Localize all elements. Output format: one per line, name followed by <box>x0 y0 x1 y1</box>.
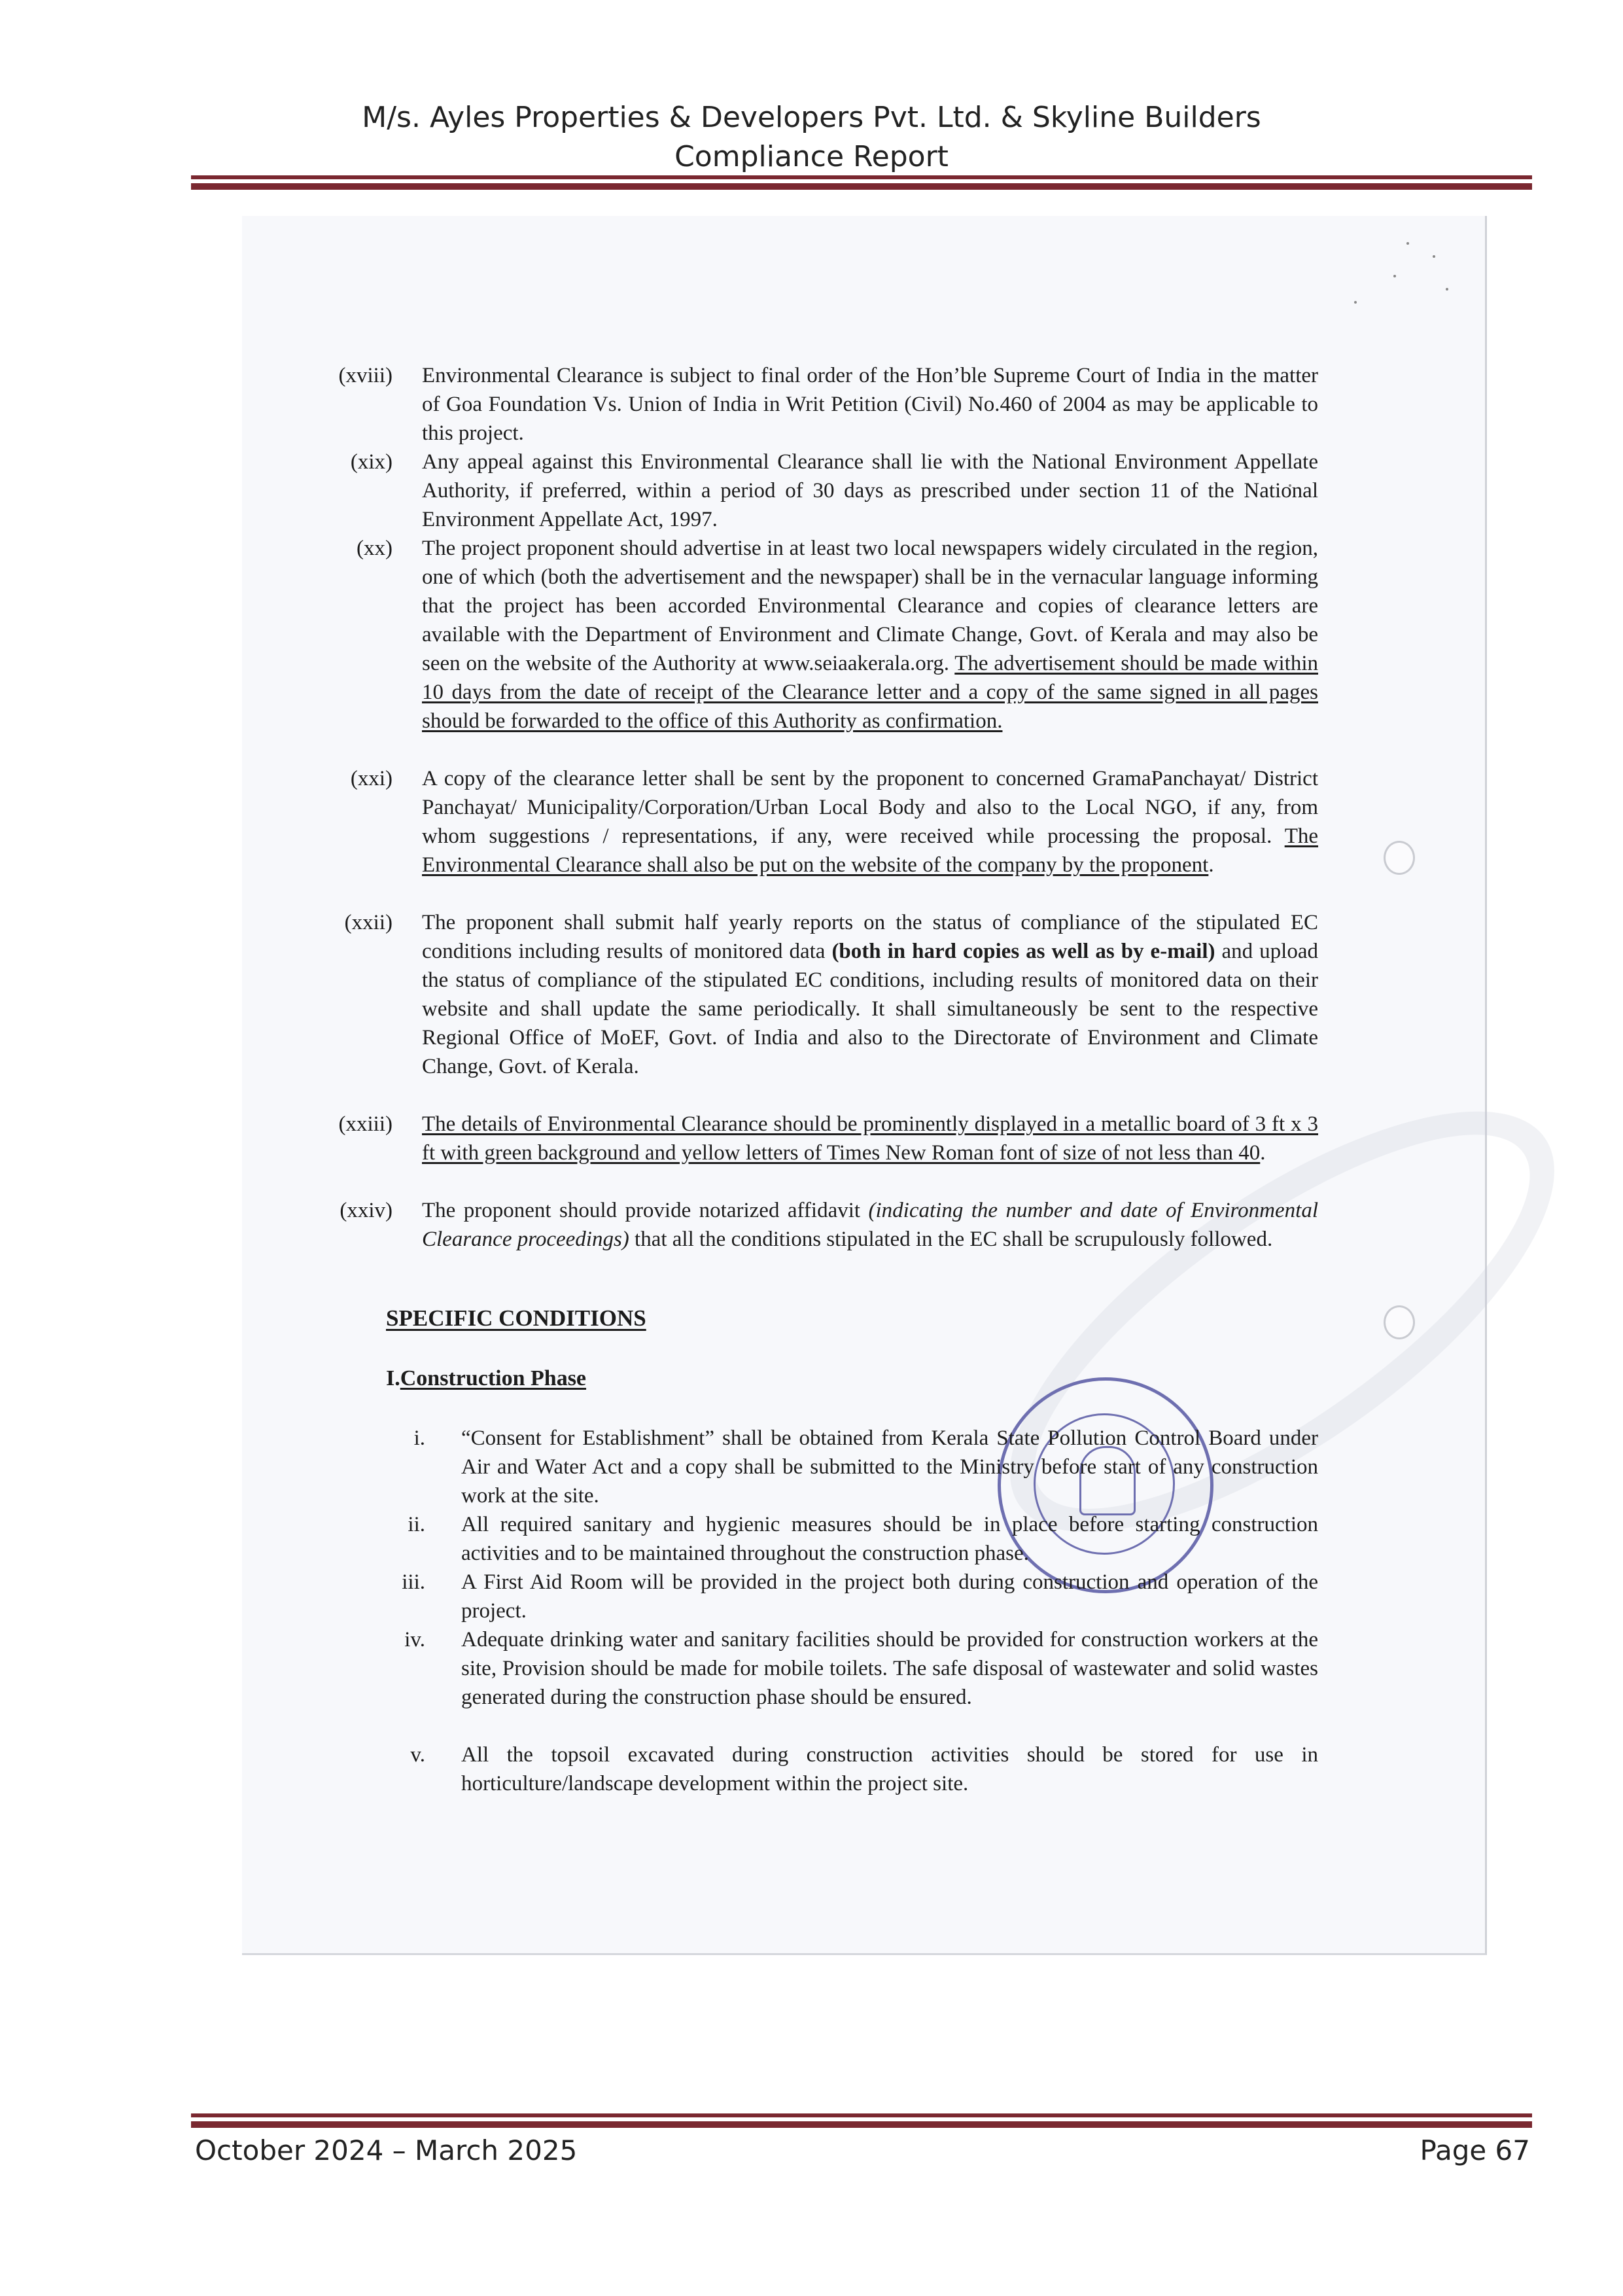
condition-text <box>422 908 1318 1081</box>
underlined-text: The Environmental Clearance shall also be put on the website of the company by the proponent <box>422 824 1318 877</box>
footer-period: October 2024 – March 2025 <box>195 2134 578 2166</box>
scan-speck <box>1393 275 1396 277</box>
scan-speck <box>1406 242 1409 245</box>
item-number: ii. <box>408 1513 425 1536</box>
text-run: Any appeal against this Environmental Clearance shall lie with the National Environment Appellate Authority, if preferred, within a period of 30 days as prescribed under section 11 of the National Environment Appellate Act, 1997. <box>422 450 1318 531</box>
text-run: The project proponent should advertise in at least two local newspapers widely circulated in the region, one of which (both the advertisement and the newspaper) shall be in the vernacular language informing that the project has been accorded Environmental Clearance and copies of clearance letters are available with the Department of Environment and Climate Change, Govt. of Kerala and may also be seen on the website of the Authority at www.seiaakerala.org. <box>422 537 1318 675</box>
text-run: The proponent shall submit half yearly reports on the status of compliance of the stipulated EC conditions including results of monitored data <box>422 911 1318 963</box>
text-run: . <box>1260 1141 1266 1165</box>
footer-page-number: Page 67 <box>1420 2134 1530 2166</box>
italic-text: (indicating the number and date of Environmental Clearance proceedings) <box>422 1199 1318 1251</box>
text-run: Environmental Clearance is subject to final order of the Hon’ble Supreme Court of India in the matter of Goa Foundation Vs. Union of India in Writ Petition (Civil) No.460 of 2004 as may be applicable to this project. <box>422 364 1318 445</box>
item-number: i. <box>413 1426 425 1450</box>
bold-text: (both in hard copies as well as by e-mail) <box>831 940 1215 963</box>
item-number: (xxiii) <box>338 1112 393 1136</box>
condition-text: “Consent for Establishment” shall be obtained from Kerala State Pollution Control Board under Air and Water Act and a copy shall be submitted to the Ministry before start of any construction work at the site. <box>461 1426 1318 1508</box>
punch-hole <box>1384 1305 1415 1339</box>
section-title: SPECIFIC CONDITIONS <box>386 1305 646 1331</box>
condition-text: All required sanitary and hygienic measures should be in place before starting construction activities and to be maintained throughout the construction phase. <box>461 1513 1318 1565</box>
phase-prefix: I. <box>386 1366 400 1390</box>
condition-text: Adequate drinking water and sanitary facilities should be provided for construction workers at the site, Provision should be made for mobile toilets. The safe disposal of wastewater and solid wastes generated during the construction phase should be ensured. <box>461 1628 1318 1709</box>
item-number: iii. <box>402 1570 425 1594</box>
item-number: (xviii) <box>338 364 393 387</box>
underlined-text: The advertisement should be made within 10 days from the date of receipt of the Clearance letter and a copy of the same signed in all pages should be forwarded to the office of this Authority as confirmation. <box>422 652 1318 733</box>
scan-speck <box>1433 255 1435 258</box>
text-run: A copy of the clearance letter shall be sent by the proponent to concerned GramaPanchayat/ District Panchayat/ Municipality/Corporation/Urban Local Body and also to the Local NGO, if any, from whom suggestions / representations, if any, were received while processing the proposal. <box>422 767 1318 848</box>
footer-rule-thin <box>191 2113 1532 2117</box>
text-run: The proponent should provide notarized affidavit <box>422 1199 869 1222</box>
header-report-title: Compliance Report <box>674 140 949 173</box>
item-number: (xxi) <box>350 767 393 790</box>
phase-heading <box>386 1364 586 1393</box>
footer-rule-thick <box>191 2121 1532 2128</box>
scan-speck <box>1354 301 1357 304</box>
text-run: and upload the status of compliance of the stipulated EC conditions, including results of monitored data on their website and shall update the same periodically. It shall simultaneously be sent to the respective Regional Office of MoEF, Govt. of India and also to the Directorate of Environment and Climate Change, Govt. of Kerala. <box>422 940 1318 1078</box>
condition-text <box>422 361 1318 448</box>
page-header <box>0 98 1623 177</box>
condition-text <box>422 448 1318 534</box>
underlined-text: The details of Environmental Clearance should be prominently displayed in a metallic board of 3 ft x 3 ft with green background and yellow letters of Times New Roman font of size of not less than 40 <box>422 1112 1318 1165</box>
condition-text: All the topsoil excavated during construction activities should be stored for use in horticulture/landscape development within the project site. <box>461 1743 1318 1795</box>
text-run: . <box>1208 853 1214 877</box>
item-number: (xix) <box>350 450 393 474</box>
phase-title: Construction Phase <box>400 1366 587 1390</box>
punch-hole <box>1384 841 1415 875</box>
condition-text <box>422 764 1318 879</box>
condition-text <box>422 534 1318 735</box>
header-company: M/s. Ayles Properties & Developers Pvt. Ltd. & Skyline Builders <box>362 101 1261 134</box>
item-number: iv. <box>404 1628 425 1651</box>
condition-text <box>422 1196 1318 1254</box>
header-rule-thick <box>191 183 1532 190</box>
item-number: (xx) <box>357 537 393 560</box>
condition-text <box>422 1110 1318 1167</box>
item-number: v. <box>410 1743 425 1767</box>
item-number: (xxiv) <box>340 1199 393 1222</box>
text-run: that all the conditions stipulated in the EC shall be scrupulously followed. <box>629 1227 1273 1251</box>
condition-text: A First Aid Room will be provided in the project both during construction and operation of the project. <box>461 1570 1318 1623</box>
header-rule-thin <box>191 175 1532 179</box>
scan-speck <box>1446 288 1448 291</box>
item-number: (xxii) <box>344 911 393 934</box>
